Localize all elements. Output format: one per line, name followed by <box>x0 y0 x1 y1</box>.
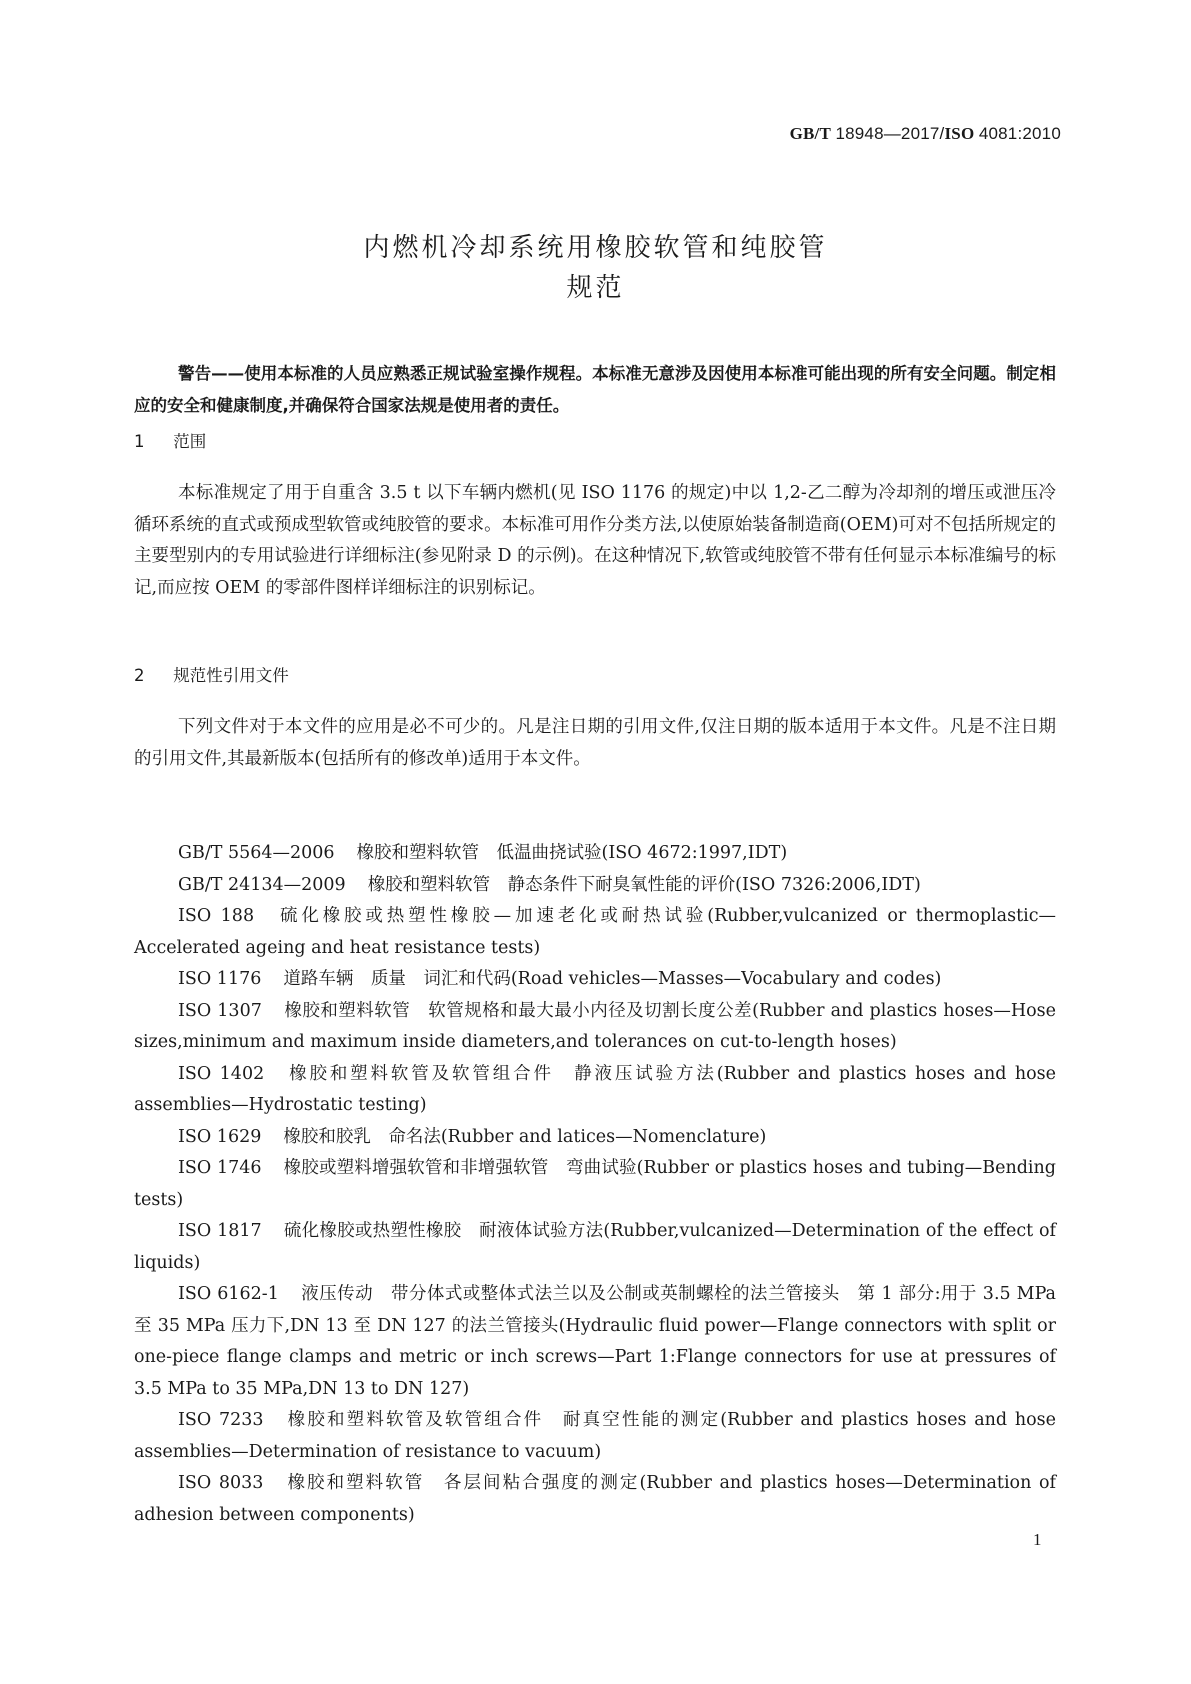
section-number: 1 <box>134 432 145 451</box>
reference-item <box>134 1153 1056 1216</box>
reference-title: 硫化橡胶或热塑性橡胶 耐液体试验方法(Rubber,vulcanized—Determination of the effect of liquids) <box>134 1221 1056 1273</box>
std-number: 18948—2017/ <box>835 124 945 143</box>
reference-code: ISO 1176 <box>178 969 262 989</box>
page-number: 1 <box>1033 1530 1042 1549</box>
reference-title: 液压传动 带分体式或整体式法兰以及公制或英制螺栓的法兰管接头 第 1 部分:用于 3.5 MPa 至 35 MPa 压力下,DN 13 至 DN 127 的法兰管接头(Hydraulic fluid power—Flange connectors with split or one-piece flange clamps and metric or inch screws—Part 1:Flange connectors for use at pressures of 3.5 MPa to 35 MPa,DN 13 to DN 127) <box>134 1284 1056 1399</box>
reference-item <box>134 1405 1056 1468</box>
section-1-heading <box>134 428 206 452</box>
reference-item <box>134 1216 1056 1279</box>
reference-title: 道路车辆 质量 词汇和代码(Road vehicles—Masses—Vocabulary and codes) <box>283 969 942 989</box>
reference-code: GB/T 5564—2006 <box>178 843 335 863</box>
reference-code: ISO 8033 <box>178 1473 264 1493</box>
section-title: 范围 <box>173 432 207 451</box>
reference-code: ISO 6162-1 <box>178 1284 279 1304</box>
title-line-2: 规范 <box>566 273 625 303</box>
reference-code: ISO 1629 <box>178 1126 262 1147</box>
normative-references-list <box>134 838 1056 1531</box>
standard-code-header <box>790 124 1061 144</box>
reference-item <box>134 1059 1056 1122</box>
reference-item <box>134 838 1056 870</box>
reference-title: 橡胶和塑料软管 各层间粘合强度的测定(Rubber and plastics hoses—Determination of adhesion between components) <box>134 1473 1056 1525</box>
reference-code: ISO 188 <box>178 906 255 926</box>
reference-code: GB/T 24134—2009 <box>178 874 346 895</box>
reference-title: 橡胶和胶乳 命名法(Rubber and latices—Nomenclature) <box>283 1126 767 1147</box>
section-1-paragraph: 本标准规定了用于自重含 3.5 t 以下车辆内燃机(见 ISO 1176 的规定)中以 1,2-乙二醇为冷却剂的增压或泄压冷循环系统的直式或预成型软管或纯胶管的要求。本标准可用作分类方法,以使原始装备制造商(OEM)可对不包括所规定的主要型别内的专用试验进行详细标注(参见附录 D 的示例)。在这种情况下,软管或纯胶管不带有任何显示本标准编号的标记,而应按 OEM 的零部件图样详细标注的识别标记。 <box>134 483 1056 598</box>
std-prefix: GB/T <box>789 124 831 143</box>
section-2-heading <box>134 662 289 686</box>
reference-title: 橡胶和塑料软管及软管组合件 耐真空性能的测定(Rubber and plastics hoses and hose assemblies—Determination of resistance to vacuum) <box>134 1410 1056 1462</box>
section-2-paragraph: 下列文件对于本文件的应用是必不可少的。凡是注日期的引用文件,仅注日期的版本适用于本文件。凡是不注日期的引用文件,其最新版本(包括所有的修改单)适用于本文件。 <box>134 717 1056 769</box>
reference-code: ISO 1746 <box>178 1158 262 1178</box>
reference-title: 硫化橡胶或热塑性橡胶—加速老化或耐热试验(Rubber,vulcanized or thermoplastic—Accelerated ageing and heat resistance tests) <box>134 906 1056 958</box>
document-title <box>0 228 1191 308</box>
reference-code: ISO 1402 <box>178 1063 265 1084</box>
section-title: 规范性引用文件 <box>173 666 289 685</box>
reference-item <box>134 1468 1056 1531</box>
iso-number: 4081:2010 <box>978 124 1061 143</box>
reference-code: ISO 1307 <box>178 1000 262 1021</box>
title-line-1: 内燃机冷却系统用橡胶软管和纯胶管 <box>363 233 828 263</box>
reference-item <box>134 901 1056 964</box>
reference-code: ISO 1817 <box>178 1221 262 1241</box>
warning-notice: 警告——使用本标准的人员应熟悉正规试验室操作规程。本标准无意涉及因使用本标准可能出现的所有安全问题。制定相应的安全和健康制度,并确保符合国家法规是使用者的责任。 <box>134 364 1056 415</box>
section-number: 2 <box>134 666 145 685</box>
reference-item <box>134 1122 1056 1154</box>
reference-code: ISO 7233 <box>178 1410 264 1430</box>
reference-title: 橡胶和塑料软管 静态条件下耐臭氧性能的评价(ISO 7326:2006,IDT) <box>367 874 921 895</box>
reference-item <box>134 964 1056 996</box>
iso-prefix: ISO <box>944 124 975 143</box>
reference-item <box>134 870 1056 902</box>
reference-title: 橡胶和塑料软管及软管组合件 静液压试验方法(Rubber and plastics hoses and hose assemblies—Hydrostatic testing) <box>134 1063 1056 1115</box>
reference-title: 橡胶和塑料软管 低温曲挠试验(ISO 4672:1997,IDT) <box>356 843 788 863</box>
reference-title: 橡胶和塑料软管 软管规格和最大最小内径及切割长度公差(Rubber and plastics hoses—Hose sizes,minimum and maximum inside diameters,and tolerances on cut-to-length hoses) <box>134 1000 1056 1052</box>
reference-title: 橡胶或塑料增强软管和非增强软管 弯曲试验(Rubber or plastics hoses and tubing—Bending tests) <box>134 1158 1056 1210</box>
reference-item <box>134 996 1056 1059</box>
reference-item <box>134 1279 1056 1405</box>
